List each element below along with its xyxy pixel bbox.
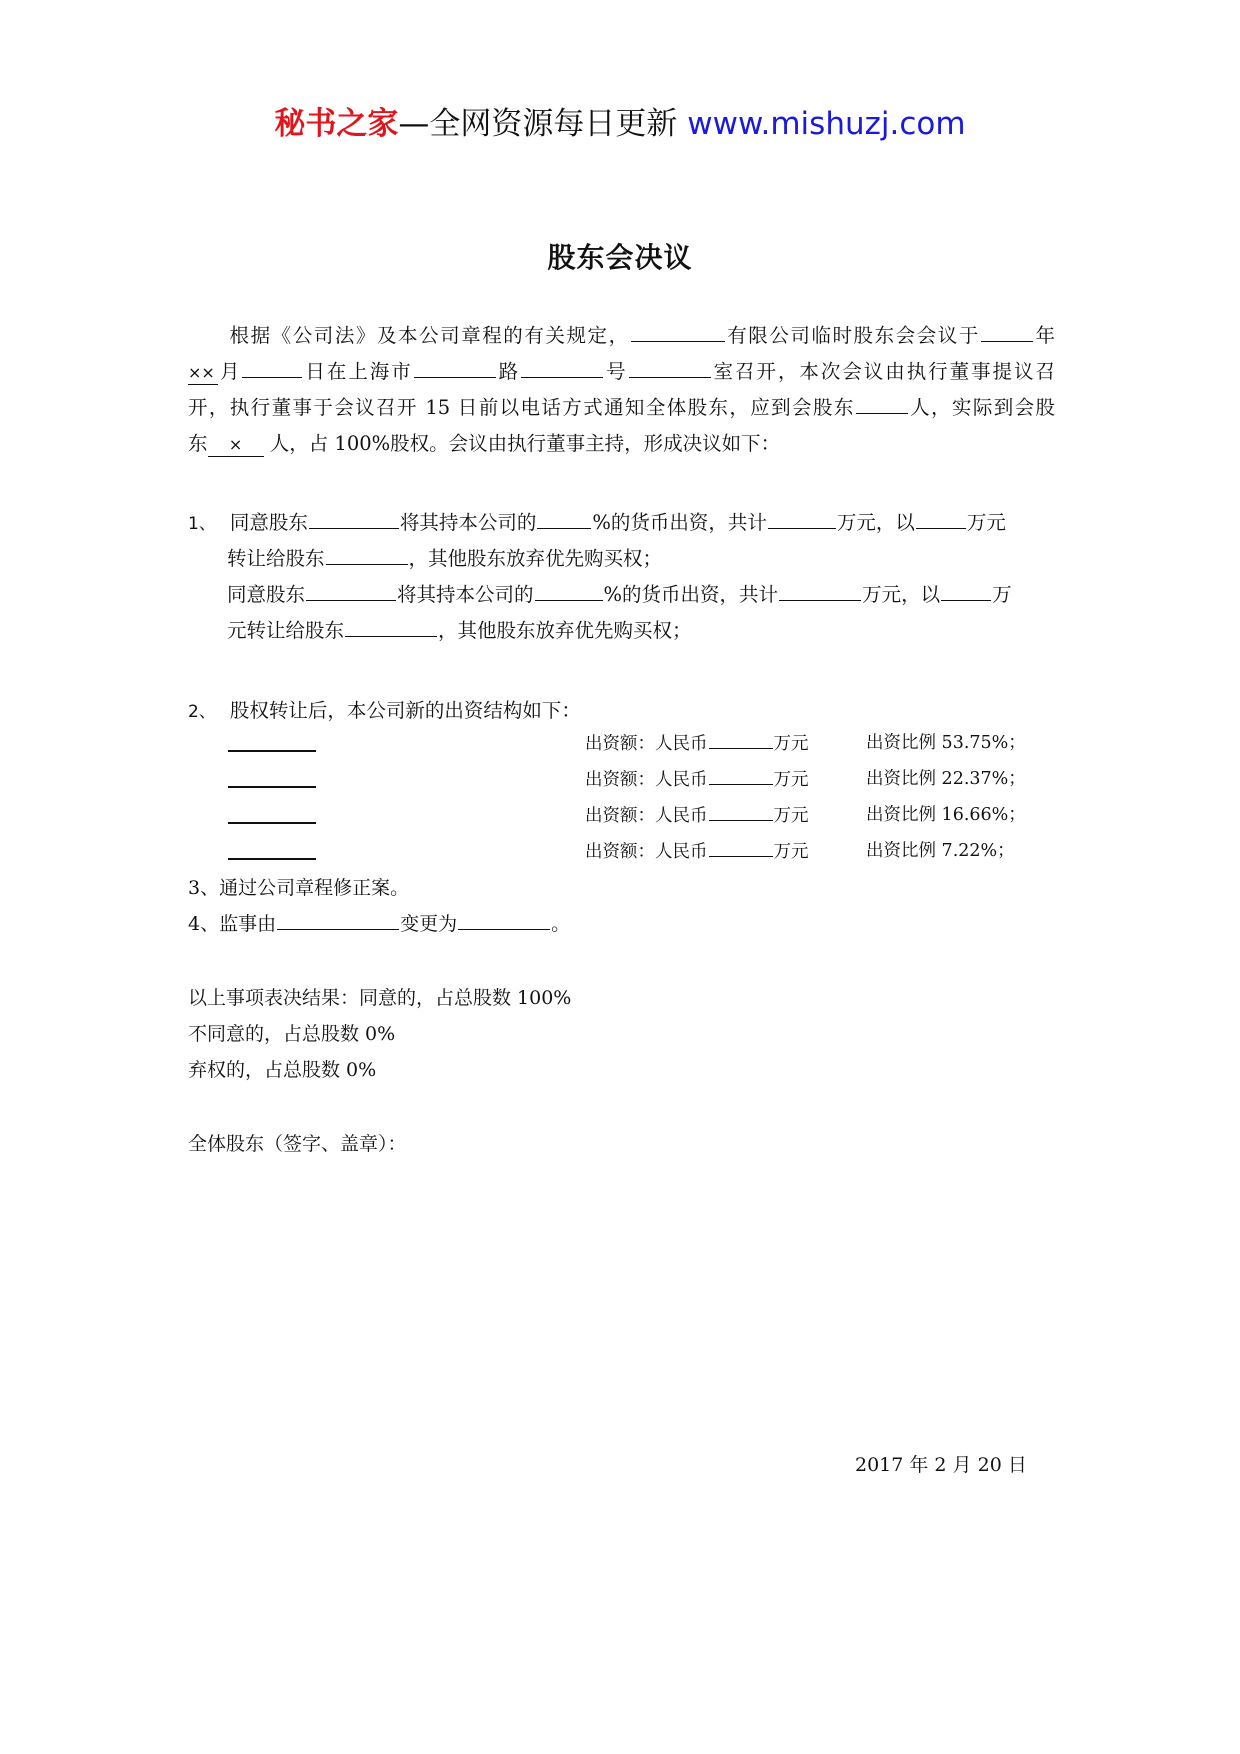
day-blank	[242, 354, 302, 378]
supervisor-old-blank	[277, 906, 399, 930]
month-blank: ××	[188, 361, 218, 385]
percent-blank	[535, 577, 603, 601]
item-1-line-3: 同意股东 将其持本公司的 %的货币出资，共计 万元，以 万	[227, 577, 1055, 613]
item-3: 3、通过公司章程修正案。	[188, 877, 410, 899]
intro-line-4: 东 × 人，占 100%股权。会议由执行董事主持，形成决议如下：	[188, 432, 781, 455]
ratio-cell: 出资比例 53.75%；	[866, 733, 1026, 753]
shareholder-blank	[309, 505, 399, 529]
item-2-heading: 2、 股权转让后，本公司新的出资结构如下：	[188, 699, 581, 722]
vote-abstain: 弃权的，占总股数 0%	[188, 1059, 377, 1081]
shareholder-blank	[306, 577, 396, 601]
transferee-blank	[326, 541, 408, 565]
ratio-cell: 出资比例 16.66%；	[866, 805, 1026, 825]
supervisor-new-blank	[458, 906, 550, 930]
total-blank	[768, 505, 836, 529]
document-title: 股东会决议	[547, 241, 693, 274]
percent-blank	[537, 505, 591, 529]
item-1-line-2: 转让给股东 ，其他股东放弃优先购买权；	[227, 541, 1055, 577]
price-blank	[916, 505, 966, 529]
company-name-blank	[631, 318, 725, 342]
total-blank	[779, 577, 861, 601]
site-url-link[interactable]: www.mishuzj.com	[687, 106, 966, 142]
room-blank	[629, 354, 711, 378]
site-banner	[0, 104, 1240, 144]
intro-line-3: 开，执行董事于会议召开 15 日前以电话方式通知全体股东，应到会股东 人，实际到会股	[188, 390, 1055, 426]
ratio-cell: 出资比例 7.22%；	[866, 841, 1015, 861]
expected-count-blank	[856, 390, 908, 414]
number-blank	[521, 354, 603, 378]
item-4: 4、监事由 变更为 。	[188, 906, 1055, 942]
shareholder-name-blank	[228, 802, 316, 824]
amount-cell: 出资额：人民币 万元	[585, 728, 809, 759]
amount-cell: 出资额：人民币 万元	[585, 800, 809, 831]
shareholder-name-blank	[228, 766, 316, 788]
brand-name: 秘书之家	[274, 106, 399, 142]
amount-cell: 出资额：人民币 万元	[585, 836, 809, 867]
attended-count-blank: ×	[208, 433, 264, 457]
ratio-cell: 出资比例 22.37%；	[866, 769, 1026, 789]
transferee-blank	[345, 613, 437, 637]
year-blank	[981, 318, 1033, 342]
signature-label: 全体股东（签字、盖章）：	[188, 1133, 407, 1155]
item-1-line-4: 元转让给股东 ，其他股东放弃优先购买权；	[227, 613, 1055, 649]
shareholder-name-blank	[228, 838, 316, 860]
intro-line-2: ×× 月 日在上海市 路 号 室召开，本次会议由执行董事提议召	[188, 354, 1055, 390]
road-blank	[414, 354, 496, 378]
banner-tagline: —全网资源每日更新	[398, 106, 678, 142]
intro-line-1: 根据《公司法》及本公司章程的有关规定， 有限公司临时股东会会议于 年	[188, 318, 1055, 354]
amount-cell: 出资额：人民币 万元	[585, 764, 809, 795]
price-blank	[941, 577, 991, 601]
vote-agree: 以上事项表决结果：同意的，占总股数 100%	[188, 987, 572, 1009]
document-date: 2017 年 2 月 20 日	[855, 1454, 1027, 1476]
vote-disagree: 不同意的，占总股数 0%	[188, 1023, 396, 1045]
shareholder-name-blank	[228, 730, 316, 752]
item-1-line-1: 1、 同意股东 将其持本公司的 %的货币出资，共计 万元，以 万元	[188, 505, 1055, 542]
